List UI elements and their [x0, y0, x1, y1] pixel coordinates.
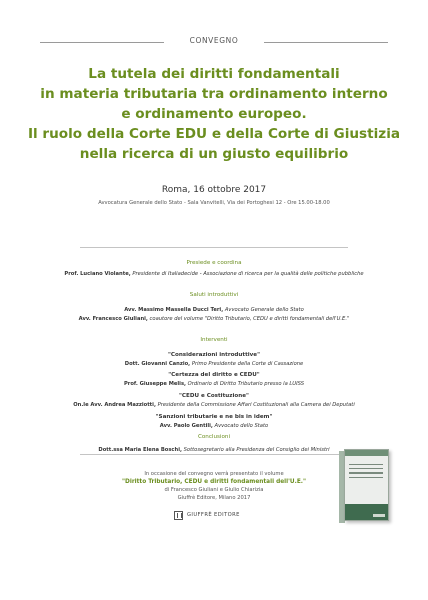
speaker-line-talk-1	[0, 361, 428, 367]
speaker-role: Sottosegretario alla Presidenza del Consiglio dei Ministri	[183, 447, 330, 453]
event-title	[14, 64, 414, 164]
talk-title-2: "Certezza del diritto e CEDU"	[168, 372, 260, 378]
speaker-name: Avv. Francesco Giuliani,	[78, 316, 148, 322]
title-line-3: e ordinamento europeo.	[121, 106, 307, 122]
title-line-1: La tutela dei diritti fondamentali	[88, 66, 340, 82]
section-heading-interventi: Interventi	[200, 337, 228, 343]
book-intro: In occasione del convegno verrà presentato il volume	[144, 471, 284, 477]
speaker-line-saluti-2	[0, 316, 428, 322]
title-line-4: Il ruolo della Corte EDU e della Corte di Giustizia	[27, 126, 401, 142]
section-heading-conclusioni: Conclusioni	[197, 434, 231, 440]
book-presentation	[92, 470, 336, 502]
speaker-line-presiede	[0, 271, 428, 277]
book-publisher: Giuffrè Editore, Milano 2017	[177, 495, 251, 501]
section-heading-presiede: Presiede e coordina	[186, 260, 242, 266]
speaker-line-talk-4	[0, 423, 428, 429]
publisher-logo	[174, 511, 254, 523]
talk-title-1: "Considerazioni introduttive"	[167, 352, 261, 358]
header-rule-right	[264, 42, 388, 43]
speaker-name: Dott.ssa Maria Elena Boschi,	[98, 447, 182, 453]
speaker-name: Avv. Massimo Massella Ducci Teri,	[124, 307, 224, 313]
speaker-role: Ordinario di Diritto Tributario presso la LUISS	[187, 381, 305, 387]
event-venue: Avvocatura Generale dello Stato - Sala Vanvitelli, Via dei Portoghesi 12 - Ore 15.00-18.00	[98, 200, 330, 206]
title-line-2: in materia tributaria tra ordinamento interno	[40, 86, 388, 102]
speaker-role: Primo Presidente della Corte di Cassazione	[191, 361, 304, 367]
cover-logo	[373, 514, 385, 517]
speaker-role: Avvocato Generale dello Stato	[224, 307, 304, 313]
convegno-label: CONVEGNO	[189, 36, 239, 45]
speaker-name: On.le Avv. Andrea Mazziotti,	[73, 402, 156, 408]
speaker-name: Avv. Paolo Gentili,	[159, 423, 213, 429]
publisher-logo-text: GIUFFRÈ EDITORE	[187, 512, 240, 518]
header-rule	[40, 36, 388, 48]
book-title: "Diritto Tributario, CEDU e diritti fondamentali dell'U.E."	[122, 479, 306, 485]
talk-title-4: "Sanzioni tributarie e ne bis in idem"	[155, 414, 273, 420]
speaker-name: Prof. Giuseppe Melis,	[123, 381, 187, 387]
giuffre-logo-icon	[174, 511, 183, 520]
cover-band	[345, 504, 388, 520]
event-date: Roma, 16 ottobre 2017	[161, 185, 267, 195]
talk-title-3: "CEDU e Costituzione"	[179, 393, 249, 399]
divider	[80, 454, 348, 455]
cover-title-lines	[349, 464, 383, 481]
title-line-5: nella ricerca di un giusto equilibrio	[79, 146, 349, 162]
speaker-line-talk-3	[0, 402, 428, 408]
book-cover-image	[339, 449, 389, 523]
speaker-name: Prof. Luciano Violante,	[64, 271, 131, 277]
book-authors: di Francesco Giuliani e Giulio Chiarizia	[164, 487, 264, 493]
speaker-line-talk-2	[0, 381, 428, 387]
cover-band	[345, 450, 388, 456]
speaker-role: Presidente di Italiadecide - Associazione di ricerca per la qualità delle politiche pubbliche	[132, 271, 364, 277]
book-front	[344, 449, 389, 521]
speaker-name: Dott. Giovanni Canzio,	[124, 361, 191, 367]
speaker-role: Avvocato dello Stato	[214, 423, 269, 429]
divider	[80, 247, 348, 248]
section-heading-saluti: Saluti introduttivi	[189, 292, 239, 298]
speaker-role: coautore del volume "Diritto Tributario, CEDU e diritti fondamentali dell'U.E."	[149, 316, 350, 322]
speaker-line-saluti-1	[0, 307, 428, 313]
speaker-role: Presidente della Commissione Affari Costituzionali alla Camera dei Deputati	[157, 402, 355, 408]
